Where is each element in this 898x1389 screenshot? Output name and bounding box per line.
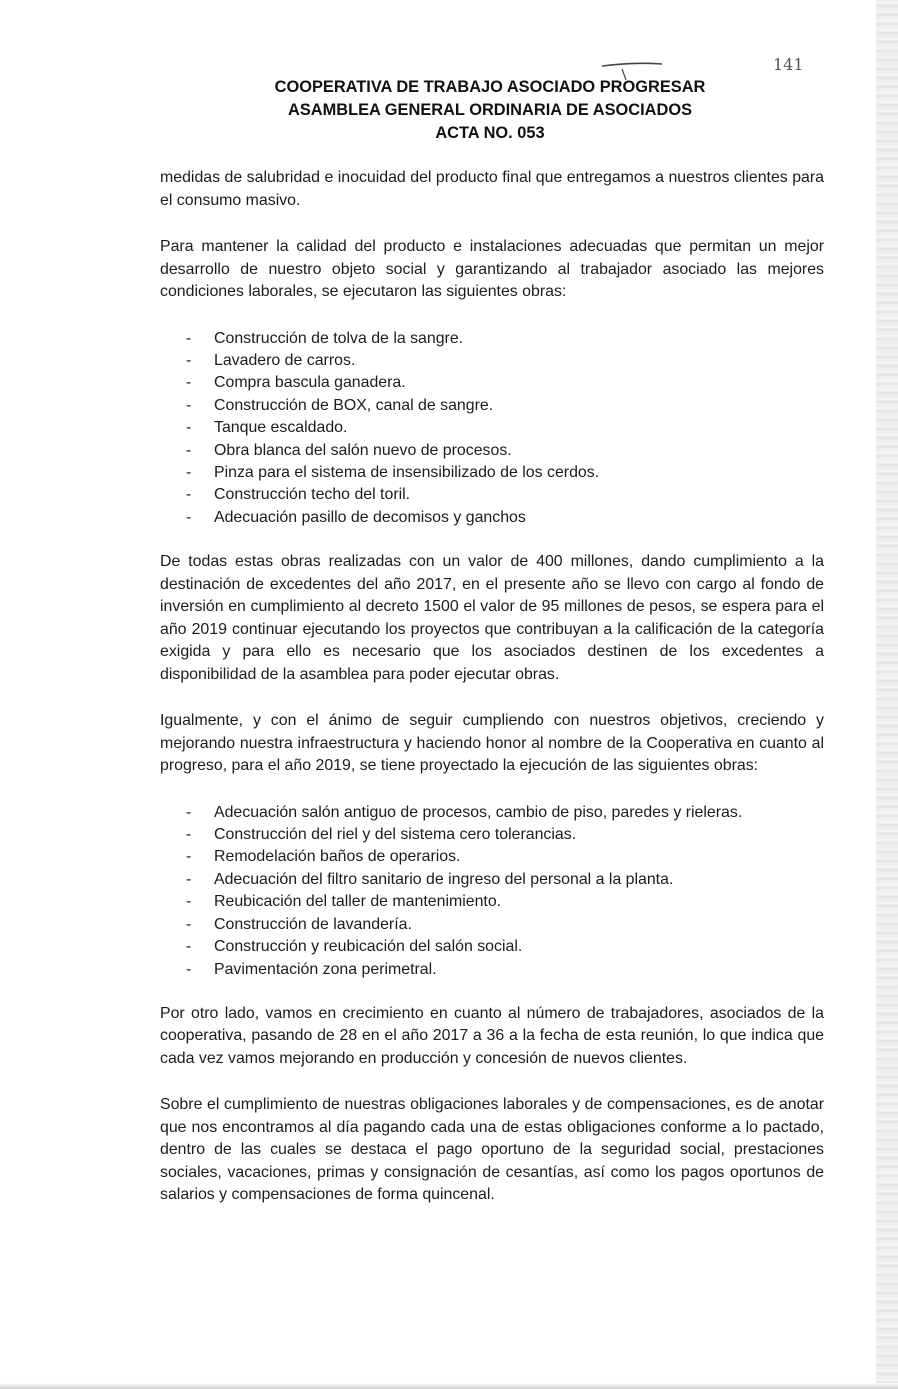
list-item <box>184 936 824 958</box>
list-item <box>184 824 824 846</box>
list-dash-marker: - <box>186 826 192 844</box>
list-item <box>184 959 824 981</box>
document-body <box>160 167 824 1231</box>
list-item-text: Compra bascula ganadera. <box>214 374 406 392</box>
list-item-text: Remodelación baños de operarios. <box>214 848 461 866</box>
page-number: 141 <box>773 55 804 74</box>
list-item-text: Construcción y reubicación del salón social. <box>214 938 523 956</box>
paragraph-1: medidas de salubridad e inocuidad del producto final que entregamos a nuestros clientes para el consumo masivo. <box>160 169 824 209</box>
list-item <box>184 484 824 506</box>
list-item-text: Reubicación del taller de mantenimiento. <box>214 893 502 911</box>
list-dash-marker: - <box>186 351 192 369</box>
executed-works-list <box>160 328 824 530</box>
list-item <box>184 846 824 868</box>
paragraph-5: Por otro lado, vamos en crecimiento en cuanto al número de trabajadores, asociados de la cooperativa, pasando de 28 en el año 2017 a 36 a la fecha de esta reunión, lo que indica que cada vez vamos mejorando en producción y concesión de nuevos clientes. <box>160 1004 824 1067</box>
list-dash-marker: - <box>186 848 192 866</box>
list-item-text: Adecuación pasillo de decomisos y ganchos <box>214 508 526 526</box>
list-dash-marker: - <box>186 419 192 437</box>
list-item-text: Construcción del riel y del sistema cero tolerancias. <box>214 826 577 844</box>
list-item-text: Construcción de lavandería. <box>214 915 412 933</box>
signature-underline <box>582 14 722 84</box>
paragraph-6: Sobre el cumplimiento de nuestras obligaciones laborales y de compensaciones, es de anotar que nos encontramos al día pagando cada una de estas obligaciones conforme a lo pactado, dentro de las cuales se destaca el pago oportuno de la seguridad social, prestaciones sociales, vacaciones, primas y consignación de cesantías, así como los pagos oportunos de salarios y compensaciones de forma quincenal. <box>160 1096 824 1204</box>
list-item <box>184 802 824 824</box>
list-dash-marker: - <box>186 938 192 956</box>
list-item <box>184 417 824 439</box>
header-assembly: ASAMBLEA GENERAL ORDINARIA DE ASOCIADOS <box>287 101 693 119</box>
list-item-text: Construcción de tolva de la sangre. <box>214 329 464 347</box>
list-dash-marker: - <box>186 463 192 481</box>
list-dash-marker: - <box>186 893 192 911</box>
list-item-text: Construcción de BOX, canal de sangre. <box>214 396 494 414</box>
list-item <box>184 507 824 529</box>
list-item <box>184 395 824 417</box>
list-dash-marker: - <box>186 508 192 526</box>
list-dash-marker: - <box>186 960 192 978</box>
list-dash-marker: - <box>186 329 192 347</box>
list-item <box>184 462 824 484</box>
list-item-text: Pavimentación zona perimetral. <box>214 960 437 978</box>
paragraph-4: Igualmente, y con el ánimo de seguir cumpliendo con nuestros objetivos, creciendo y mejorando nuestra infraestructura y haciendo honor al nombre de la Cooperativa en cuanto al progreso, para el año 2019, se tiene proyectado la ejecución de las siguientes obras: <box>160 712 824 775</box>
paragraph-2: Para mantener la calidad del producto e instalaciones adecuadas que permitan un mejor desarrollo de nuestro objeto social y garantizando al trabajador asociado las mejores condiciones laborales, se ejecutaron las siguientes obras: <box>160 238 824 300</box>
list-dash-marker: - <box>186 396 192 414</box>
list-item <box>184 914 824 936</box>
list-item <box>184 891 824 913</box>
list-item-text: Adecuación del filtro sanitario de ingreso del personal a la planta. <box>214 870 674 888</box>
list-item-text: Construcción techo del toril. <box>214 486 411 504</box>
list-dash-marker: - <box>186 870 192 888</box>
list-item-text: Adecuación salón antiguo de procesos, cambio de piso, paredes y rieleras. <box>214 803 743 821</box>
header-act-number: ACTA NO. 053 <box>435 124 545 142</box>
projected-works-list <box>160 802 824 981</box>
list-item <box>184 869 824 891</box>
list-item-text: Lavadero de carros. <box>214 351 356 369</box>
list-item-text: Tanque escaldado. <box>214 419 348 437</box>
list-dash-marker: - <box>186 915 192 933</box>
scan-bottom-edge <box>0 1383 898 1389</box>
list-dash-marker: - <box>186 441 192 459</box>
list-dash-marker: - <box>186 374 192 392</box>
list-dash-marker: - <box>186 803 192 821</box>
list-dash-marker: - <box>186 486 192 504</box>
list-item <box>184 440 824 462</box>
list-item <box>184 350 824 372</box>
handwritten-signature <box>582 14 722 84</box>
scan-edge-texture <box>876 0 898 1389</box>
list-item-text: Pinza para el sistema de insensibilizado de los cerdos. <box>214 463 600 481</box>
list-item-text: Obra blanca del salón nuevo de procesos. <box>214 441 512 459</box>
paragraph-3: De todas estas obras realizadas con un valor de 400 millones, dando cumplimiento a la destinación de excedentes del año 2017, en el presente año se llevo con cargo al fondo de inversión en cumplimiento al decreto 1500 el valor de 95 millones de pesos, se espera para el año 2019 continuar ejecutando los proyectos que contribuyan a la calificación de la categoría exigida y para ello es necesario que los asociados destinen de los excedentes a disponibilidad de la asamblea para poder ejecutar obras. <box>160 553 824 683</box>
header-organization: COOPERATIVA DE TRABAJO ASOCIADO PROGRESAR <box>274 78 706 96</box>
list-item <box>184 372 824 394</box>
list-item <box>184 328 824 350</box>
